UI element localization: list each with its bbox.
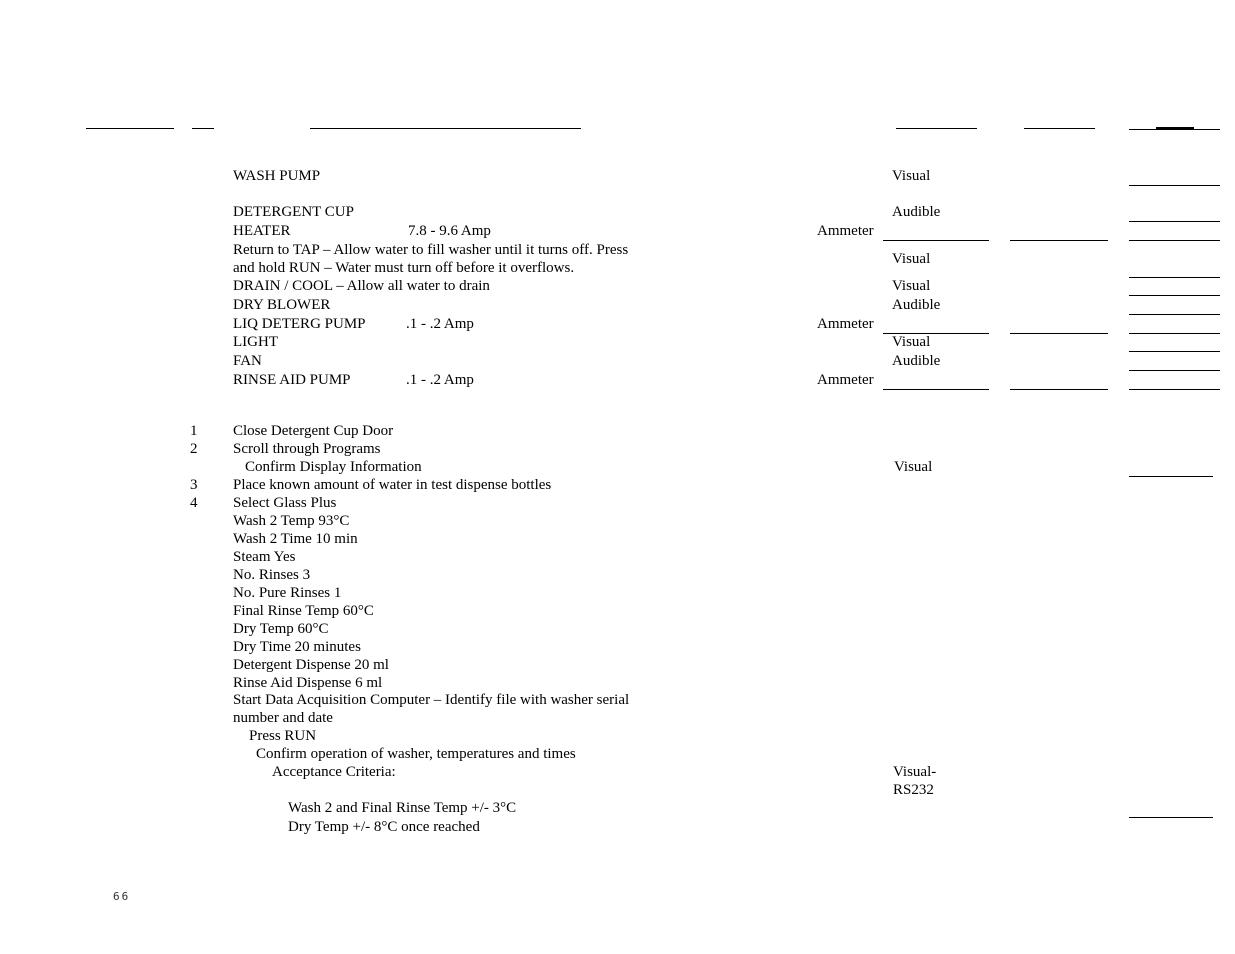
instruction-text: Start Data Acquisition Computer – Identify file with washer serial xyxy=(233,692,630,708)
method-label: Visual xyxy=(892,278,931,294)
signoff-line xyxy=(1129,333,1220,334)
program-setting: Rinse Aid Dispense 6 ml xyxy=(233,675,383,691)
component-label: WASH PUMP xyxy=(233,168,321,184)
program-setting: No. Rinses 3 xyxy=(233,567,311,583)
signoff-line xyxy=(1129,185,1220,186)
signoff-line xyxy=(1129,221,1220,222)
component-label: RINSE AID PUMP xyxy=(233,372,351,388)
component-label: HEATER xyxy=(233,223,291,239)
signoff-line xyxy=(1129,389,1220,390)
step-number: 4 xyxy=(190,495,198,511)
method-label: Visual xyxy=(894,459,933,475)
step-text: Place known amount of water in test dispense bottles xyxy=(233,477,552,493)
header-rule xyxy=(310,128,581,129)
instrument-label: Ammeter xyxy=(817,372,874,388)
acceptance-criterion: Dry Temp +/- 8°C once reached xyxy=(288,819,480,835)
instruction-text: Press RUN xyxy=(249,728,317,744)
header-rule xyxy=(1156,127,1194,129)
spec-value: 7.8 - 9.6 Amp xyxy=(408,223,491,239)
program-setting: Steam Yes xyxy=(233,549,296,565)
instrument-label: Ammeter xyxy=(817,223,874,239)
signoff-line xyxy=(1129,476,1213,477)
program-setting: No. Pure Rinses 1 xyxy=(233,585,342,601)
header-rule xyxy=(1024,128,1095,129)
program-setting: Detergent Dispense 20 ml xyxy=(233,657,389,673)
header-rule xyxy=(1129,129,1220,130)
method-label: Visual xyxy=(892,334,931,350)
component-label: LIQ DETERG PUMP xyxy=(233,316,366,332)
signoff-line xyxy=(1129,370,1220,371)
header-rule xyxy=(896,128,977,129)
reading-line xyxy=(883,389,989,390)
instruction-text: Confirm operation of washer, temperatures and times xyxy=(256,746,576,762)
method-label: Audible xyxy=(892,297,941,313)
spec-value: .1 - .2 Amp xyxy=(406,372,474,388)
instrument-label: Ammeter xyxy=(817,316,874,332)
acceptance-criterion: Wash 2 and Final Rinse Temp +/- 3°C xyxy=(288,800,517,816)
component-label: LIGHT xyxy=(233,334,278,350)
component-label: DRY BLOWER xyxy=(233,297,331,313)
signoff-line xyxy=(1129,817,1213,818)
step-number: 1 xyxy=(190,423,198,439)
step-number: 2 xyxy=(190,441,198,457)
program-setting: Final Rinse Temp 60°C xyxy=(233,603,374,619)
method-label: RS232 xyxy=(893,782,934,798)
signoff-line xyxy=(1129,351,1220,352)
component-label: Return to TAP – Allow water to fill washer until it turns off. Press xyxy=(233,242,629,258)
signoff-line xyxy=(1129,240,1220,241)
component-label: FAN xyxy=(233,353,262,369)
page-number: 66 xyxy=(113,890,131,903)
header-rule xyxy=(86,128,174,129)
component-label: DETERGENT CUP xyxy=(233,204,354,220)
instruction-text: number and date xyxy=(233,710,333,726)
step-text: Scroll through Programs xyxy=(233,441,381,457)
signoff-line xyxy=(1129,295,1220,296)
reading-line xyxy=(1010,240,1108,241)
component-label: and hold RUN – Water must turn off before it overflows. xyxy=(233,260,575,276)
program-setting: Dry Temp 60°C xyxy=(233,621,329,637)
spec-value: .1 - .2 Amp xyxy=(406,316,474,332)
reading-line xyxy=(883,240,989,241)
step-text: Close Detergent Cup Door xyxy=(233,423,394,439)
header-rule xyxy=(192,128,214,129)
reading-line xyxy=(1010,389,1108,390)
program-setting: Wash 2 Temp 93°C xyxy=(233,513,350,529)
reading-line xyxy=(1010,333,1108,334)
signoff-line xyxy=(1129,314,1220,315)
method-label: Audible xyxy=(892,353,941,369)
component-label: DRAIN / COOL – Allow all water to drain xyxy=(233,278,490,294)
signoff-line xyxy=(1129,277,1220,278)
step-number: 3 xyxy=(190,477,198,493)
program-setting: Wash 2 Time 10 min xyxy=(233,531,358,547)
step-text: Select Glass Plus xyxy=(233,495,337,511)
method-label: Audible xyxy=(892,204,941,220)
step-text: Confirm Display Information xyxy=(245,459,422,475)
method-label: Visual xyxy=(892,251,931,267)
method-label: Visual xyxy=(892,168,931,184)
acceptance-heading: Acceptance Criteria: xyxy=(272,764,396,780)
program-setting: Dry Time 20 minutes xyxy=(233,639,361,655)
method-label: Visual- xyxy=(893,764,937,780)
